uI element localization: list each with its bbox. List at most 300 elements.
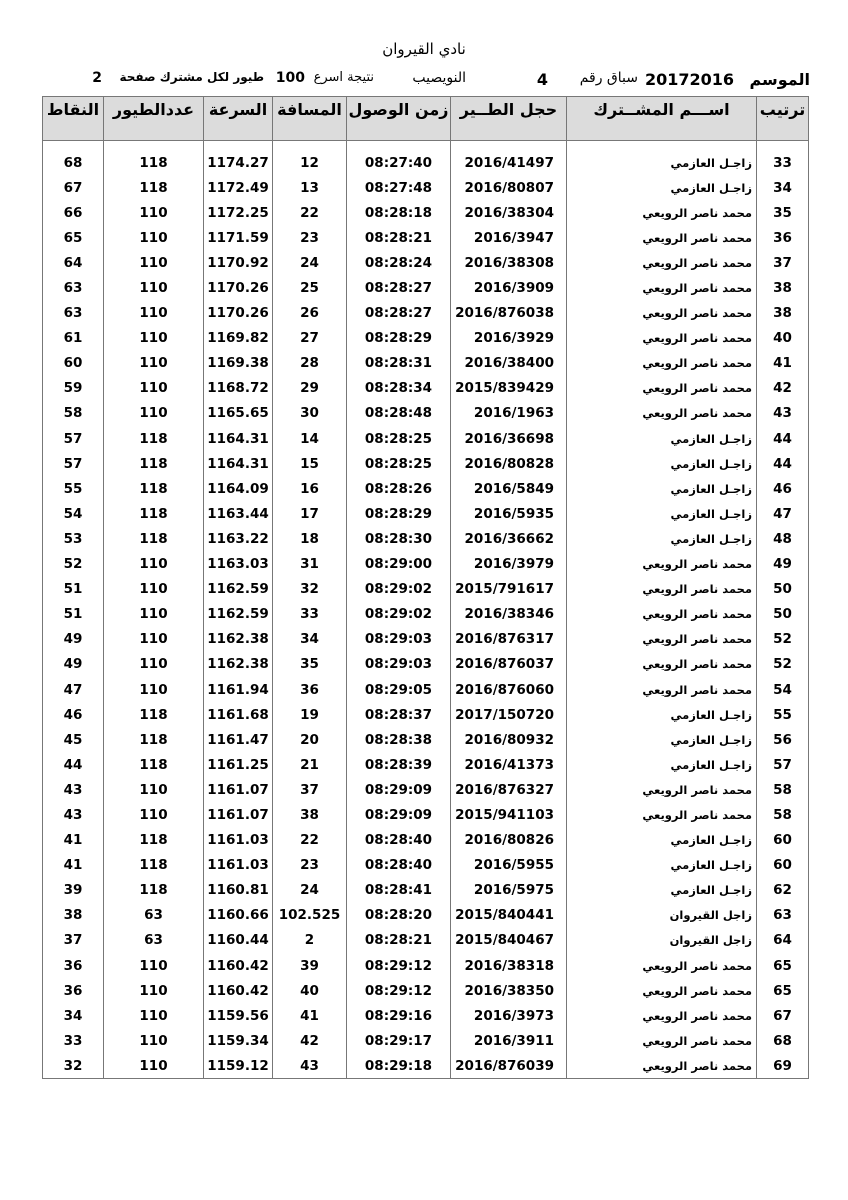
cell-rank: 38 bbox=[757, 275, 809, 300]
cell-speed: 1159.12 bbox=[204, 1053, 273, 1079]
cell-distance: 32 bbox=[273, 577, 347, 602]
cell-distance: 36 bbox=[273, 677, 347, 702]
fastest-value: 100 bbox=[275, 70, 305, 86]
cell-arrival-time: 08:28:25 bbox=[347, 426, 451, 451]
cell-points: 57 bbox=[43, 426, 104, 451]
cell-speed: 1164.09 bbox=[204, 476, 273, 501]
cell-bird-count: 118 bbox=[104, 175, 204, 200]
cell-pigeon-ring: 2016/3929 bbox=[451, 326, 567, 351]
cell-points: 55 bbox=[43, 476, 104, 501]
cell-bird-count: 110 bbox=[104, 978, 204, 1003]
cell-bird-count: 118 bbox=[104, 752, 204, 777]
cell-speed: 1161.47 bbox=[204, 727, 273, 752]
cell-arrival-time: 08:29:17 bbox=[347, 1028, 451, 1053]
cell-points: 66 bbox=[43, 200, 104, 225]
cell-speed: 1162.38 bbox=[204, 627, 273, 652]
cell-rank: 42 bbox=[757, 376, 809, 401]
table-row bbox=[43, 978, 809, 1003]
cell-speed: 1169.82 bbox=[204, 326, 273, 351]
cell-bird-count: 110 bbox=[104, 953, 204, 978]
race-location: النويصيب bbox=[412, 70, 466, 86]
cell-participant: زاجـل العازمي bbox=[567, 426, 757, 451]
header-arrival-time: زمن الوصول bbox=[347, 97, 451, 141]
cell-bird-count: 63 bbox=[104, 928, 204, 953]
cell-participant: زاجل القيروان bbox=[567, 928, 757, 953]
cell-pigeon-ring: 2016/3911 bbox=[451, 1028, 567, 1053]
cell-arrival-time: 08:28:37 bbox=[347, 702, 451, 727]
table-row bbox=[43, 451, 809, 476]
cell-points: 67 bbox=[43, 175, 104, 200]
cell-participant: محمد ناصر الرويعي bbox=[567, 577, 757, 602]
cell-points: 46 bbox=[43, 702, 104, 727]
cell-bird-count: 110 bbox=[104, 602, 204, 627]
cell-rank: 44 bbox=[757, 426, 809, 451]
cell-rank: 55 bbox=[757, 702, 809, 727]
cell-distance: 25 bbox=[273, 275, 347, 300]
cell-distance: 2 bbox=[273, 928, 347, 953]
cell-participant: زاجـل العازمي bbox=[567, 878, 757, 903]
cell-points: 58 bbox=[43, 401, 104, 426]
cell-distance: 28 bbox=[273, 351, 347, 376]
cell-points: 53 bbox=[43, 526, 104, 551]
cell-bird-count: 110 bbox=[104, 1003, 204, 1028]
cell-points: 44 bbox=[43, 752, 104, 777]
cell-arrival-time: 08:27:48 bbox=[347, 175, 451, 200]
cell-rank: 37 bbox=[757, 250, 809, 275]
cell-distance: 42 bbox=[273, 1028, 347, 1053]
table-row bbox=[43, 727, 809, 752]
cell-bird-count: 118 bbox=[104, 853, 204, 878]
cell-pigeon-ring: 2016/38308 bbox=[451, 250, 567, 275]
cell-points: 47 bbox=[43, 677, 104, 702]
cell-pigeon-ring: 2016/3909 bbox=[451, 275, 567, 300]
cell-participant: محمد ناصر الرويعي bbox=[567, 953, 757, 978]
cell-distance: 24 bbox=[273, 878, 347, 903]
cell-bird-count: 118 bbox=[104, 526, 204, 551]
cell-participant: محمد ناصر الرويعي bbox=[567, 978, 757, 1003]
cell-speed: 1163.44 bbox=[204, 501, 273, 526]
cell-bird-count: 110 bbox=[104, 301, 204, 326]
cell-rank: 60 bbox=[757, 853, 809, 878]
header-distance: المسافة bbox=[273, 97, 347, 141]
cell-distance: 40 bbox=[273, 978, 347, 1003]
cell-bird-count: 110 bbox=[104, 577, 204, 602]
cell-arrival-time: 08:28:48 bbox=[347, 401, 451, 426]
cell-rank: 63 bbox=[757, 903, 809, 928]
cell-rank: 48 bbox=[757, 526, 809, 551]
season-value: 20172016 bbox=[644, 70, 734, 89]
cell-rank: 50 bbox=[757, 602, 809, 627]
cell-arrival-time: 08:28:39 bbox=[347, 752, 451, 777]
cell-distance: 23 bbox=[273, 853, 347, 878]
cell-speed: 1170.26 bbox=[204, 301, 273, 326]
cell-bird-count: 110 bbox=[104, 351, 204, 376]
cell-rank: 58 bbox=[757, 802, 809, 827]
cell-arrival-time: 08:29:00 bbox=[347, 552, 451, 577]
cell-arrival-time: 08:28:25 bbox=[347, 451, 451, 476]
race-number: 4 bbox=[536, 70, 548, 89]
cell-arrival-time: 08:28:18 bbox=[347, 200, 451, 225]
table-row bbox=[43, 1003, 809, 1028]
cell-speed: 1172.25 bbox=[204, 200, 273, 225]
cell-pigeon-ring: 2015/941103 bbox=[451, 802, 567, 827]
cell-rank: 34 bbox=[757, 175, 809, 200]
cell-arrival-time: 08:28:29 bbox=[347, 326, 451, 351]
cell-participant: محمد ناصر الرويعي bbox=[567, 1003, 757, 1028]
cell-distance: 38 bbox=[273, 802, 347, 827]
cell-distance: 43 bbox=[273, 1053, 347, 1079]
cell-pigeon-ring: 2016/41497 bbox=[451, 150, 567, 175]
cell-bird-count: 110 bbox=[104, 225, 204, 250]
cell-speed: 1161.94 bbox=[204, 677, 273, 702]
cell-pigeon-ring: 2015/840467 bbox=[451, 928, 567, 953]
cell-rank: 60 bbox=[757, 828, 809, 853]
cell-bird-count: 110 bbox=[104, 552, 204, 577]
cell-participant: محمد ناصر الرويعي bbox=[567, 225, 757, 250]
cell-bird-count: 118 bbox=[104, 451, 204, 476]
cell-pigeon-ring: 2016/876317 bbox=[451, 627, 567, 652]
cell-bird-count: 118 bbox=[104, 476, 204, 501]
cell-participant: محمد ناصر الرويعي bbox=[567, 1053, 757, 1079]
cell-participant: محمد ناصر الرويعي bbox=[567, 627, 757, 652]
cell-arrival-time: 08:28:38 bbox=[347, 727, 451, 752]
cell-distance: 21 bbox=[273, 752, 347, 777]
cell-rank: 65 bbox=[757, 978, 809, 1003]
cell-bird-count: 118 bbox=[104, 727, 204, 752]
cell-distance: 23 bbox=[273, 225, 347, 250]
cell-points: 51 bbox=[43, 602, 104, 627]
cell-rank: 65 bbox=[757, 953, 809, 978]
table-row bbox=[43, 552, 809, 577]
cell-arrival-time: 08:28:41 bbox=[347, 878, 451, 903]
cell-distance: 26 bbox=[273, 301, 347, 326]
results-table bbox=[42, 96, 809, 1079]
cell-distance: 39 bbox=[273, 953, 347, 978]
table-row bbox=[43, 351, 809, 376]
cell-arrival-time: 08:28:20 bbox=[347, 903, 451, 928]
cell-speed: 1160.66 bbox=[204, 903, 273, 928]
race-info-line bbox=[40, 70, 810, 92]
cell-distance: 27 bbox=[273, 326, 347, 351]
cell-bird-count: 110 bbox=[104, 677, 204, 702]
table-row bbox=[43, 652, 809, 677]
cell-pigeon-ring: 2017/150720 bbox=[451, 702, 567, 727]
table-row bbox=[43, 928, 809, 953]
cell-pigeon-ring: 2016/876039 bbox=[451, 1053, 567, 1079]
table-row bbox=[43, 702, 809, 727]
cell-speed: 1160.81 bbox=[204, 878, 273, 903]
cell-pigeon-ring: 2016/41373 bbox=[451, 752, 567, 777]
table-row bbox=[43, 376, 809, 401]
cell-participant: زاجـل العازمي bbox=[567, 476, 757, 501]
table-header-row bbox=[43, 97, 809, 141]
cell-speed: 1174.27 bbox=[204, 150, 273, 175]
cell-rank: 40 bbox=[757, 326, 809, 351]
table-row bbox=[43, 953, 809, 978]
cell-participant: زاجـل العازمي bbox=[567, 175, 757, 200]
cell-rank: 52 bbox=[757, 627, 809, 652]
cell-participant: زاجـل العازمي bbox=[567, 853, 757, 878]
cell-participant: محمد ناصر الرويعي bbox=[567, 275, 757, 300]
cell-rank: 68 bbox=[757, 1028, 809, 1053]
header-bird-count: عددالطيور bbox=[104, 97, 204, 141]
table-row bbox=[43, 602, 809, 627]
cell-speed: 1160.42 bbox=[204, 978, 273, 1003]
cell-points: 34 bbox=[43, 1003, 104, 1028]
cell-speed: 1163.22 bbox=[204, 526, 273, 551]
cell-arrival-time: 08:28:40 bbox=[347, 828, 451, 853]
cell-participant: محمد ناصر الرويعي bbox=[567, 552, 757, 577]
header-pigeon-ring: حجل الطــير bbox=[451, 97, 567, 141]
table-row bbox=[43, 200, 809, 225]
cell-bird-count: 63 bbox=[104, 903, 204, 928]
cell-participant: زاجـل العازمي bbox=[567, 501, 757, 526]
table-row bbox=[43, 326, 809, 351]
cell-bird-count: 110 bbox=[104, 652, 204, 677]
cell-bird-count: 118 bbox=[104, 878, 204, 903]
header-speed: السرعة bbox=[204, 97, 273, 141]
cell-speed: 1164.31 bbox=[204, 426, 273, 451]
cell-pigeon-ring: 2016/80807 bbox=[451, 175, 567, 200]
cell-bird-count: 110 bbox=[104, 376, 204, 401]
cell-bird-count: 118 bbox=[104, 702, 204, 727]
cell-arrival-time: 08:28:40 bbox=[347, 853, 451, 878]
cell-participant: محمد ناصر الرويعي bbox=[567, 602, 757, 627]
cell-points: 51 bbox=[43, 577, 104, 602]
cell-bird-count: 110 bbox=[104, 627, 204, 652]
cell-participant: زاجـل العازمي bbox=[567, 451, 757, 476]
cell-distance: 37 bbox=[273, 777, 347, 802]
table-row bbox=[43, 828, 809, 853]
cell-pigeon-ring: 2015/840441 bbox=[451, 903, 567, 928]
cell-arrival-time: 08:29:12 bbox=[347, 978, 451, 1003]
spacer-row bbox=[43, 141, 809, 151]
cell-arrival-time: 08:29:09 bbox=[347, 802, 451, 827]
cell-participant: زاجـل العازمي bbox=[567, 727, 757, 752]
cell-pigeon-ring: 2016/876037 bbox=[451, 652, 567, 677]
cell-participant: زاجـل العازمي bbox=[567, 150, 757, 175]
cell-arrival-time: 08:28:21 bbox=[347, 225, 451, 250]
table-row bbox=[43, 275, 809, 300]
cell-rank: 50 bbox=[757, 577, 809, 602]
cell-distance: 33 bbox=[273, 602, 347, 627]
cell-points: 41 bbox=[43, 828, 104, 853]
cell-arrival-time: 08:28:26 bbox=[347, 476, 451, 501]
cell-pigeon-ring: 2016/38350 bbox=[451, 978, 567, 1003]
cell-points: 60 bbox=[43, 351, 104, 376]
cell-points: 37 bbox=[43, 928, 104, 953]
race-label: سباق رقم bbox=[579, 70, 638, 86]
cell-bird-count: 110 bbox=[104, 1053, 204, 1079]
cell-speed: 1171.59 bbox=[204, 225, 273, 250]
cell-participant: محمد ناصر الرويعي bbox=[567, 326, 757, 351]
table-row bbox=[43, 426, 809, 451]
cell-distance: 17 bbox=[273, 501, 347, 526]
cell-arrival-time: 08:28:24 bbox=[347, 250, 451, 275]
cell-speed: 1159.56 bbox=[204, 1003, 273, 1028]
cell-rank: 47 bbox=[757, 501, 809, 526]
cell-bird-count: 110 bbox=[104, 326, 204, 351]
cell-distance: 30 bbox=[273, 401, 347, 426]
header-rank: ترتيب bbox=[757, 97, 809, 141]
cell-pigeon-ring: 2016/80828 bbox=[451, 451, 567, 476]
cell-pigeon-ring: 2016/1963 bbox=[451, 401, 567, 426]
cell-points: 65 bbox=[43, 225, 104, 250]
cell-points: 61 bbox=[43, 326, 104, 351]
cell-rank: 36 bbox=[757, 225, 809, 250]
cell-speed: 1172.49 bbox=[204, 175, 273, 200]
cell-arrival-time: 08:29:03 bbox=[347, 652, 451, 677]
cell-pigeon-ring: 2016/38400 bbox=[451, 351, 567, 376]
cell-pigeon-ring: 2016/876060 bbox=[451, 677, 567, 702]
cell-participant: زاجـل العازمي bbox=[567, 752, 757, 777]
cell-speed: 1160.44 bbox=[204, 928, 273, 953]
header-points: النقاط bbox=[43, 97, 104, 141]
cell-arrival-time: 08:29:18 bbox=[347, 1053, 451, 1079]
cell-speed: 1161.07 bbox=[204, 777, 273, 802]
cell-pigeon-ring: 2016/80932 bbox=[451, 727, 567, 752]
cell-participant: زاجـل العازمي bbox=[567, 526, 757, 551]
cell-points: 36 bbox=[43, 978, 104, 1003]
cell-rank: 58 bbox=[757, 777, 809, 802]
cell-points: 43 bbox=[43, 777, 104, 802]
cell-pigeon-ring: 2016/38318 bbox=[451, 953, 567, 978]
cell-arrival-time: 08:29:12 bbox=[347, 953, 451, 978]
cell-distance: 102.525 bbox=[273, 903, 347, 928]
cell-bird-count: 110 bbox=[104, 401, 204, 426]
cell-participant: زاجـل العازمي bbox=[567, 828, 757, 853]
cell-points: 43 bbox=[43, 802, 104, 827]
cell-distance: 35 bbox=[273, 652, 347, 677]
cell-distance: 24 bbox=[273, 250, 347, 275]
cell-distance: 20 bbox=[273, 727, 347, 752]
cell-pigeon-ring: 2016/80826 bbox=[451, 828, 567, 853]
cell-speed: 1161.07 bbox=[204, 802, 273, 827]
cell-pigeon-ring: 2016/876327 bbox=[451, 777, 567, 802]
cell-rank: 46 bbox=[757, 476, 809, 501]
cell-pigeon-ring: 2016/876038 bbox=[451, 301, 567, 326]
cell-distance: 14 bbox=[273, 426, 347, 451]
cell-speed: 1162.38 bbox=[204, 652, 273, 677]
cell-pigeon-ring: 2016/36698 bbox=[451, 426, 567, 451]
table-row bbox=[43, 1028, 809, 1053]
cell-arrival-time: 08:29:02 bbox=[347, 602, 451, 627]
cell-rank: 54 bbox=[757, 677, 809, 702]
cell-rank: 35 bbox=[757, 200, 809, 225]
cell-pigeon-ring: 2016/5935 bbox=[451, 501, 567, 526]
season-label: الموسم bbox=[749, 70, 810, 89]
cell-rank: 38 bbox=[757, 301, 809, 326]
cell-arrival-time: 08:28:27 bbox=[347, 301, 451, 326]
cell-distance: 15 bbox=[273, 451, 347, 476]
cell-rank: 41 bbox=[757, 351, 809, 376]
table-row bbox=[43, 853, 809, 878]
cell-pigeon-ring: 2016/3979 bbox=[451, 552, 567, 577]
cell-pigeon-ring: 2016/38346 bbox=[451, 602, 567, 627]
cell-distance: 19 bbox=[273, 702, 347, 727]
cell-participant: محمد ناصر الرويعي bbox=[567, 351, 757, 376]
table-row bbox=[43, 802, 809, 827]
cell-participant: محمد ناصر الرويعي bbox=[567, 250, 757, 275]
cell-bird-count: 118 bbox=[104, 150, 204, 175]
cell-distance: 29 bbox=[273, 376, 347, 401]
cell-participant: محمد ناصر الرويعي bbox=[567, 652, 757, 677]
cell-speed: 1162.59 bbox=[204, 602, 273, 627]
cell-arrival-time: 08:29:05 bbox=[347, 677, 451, 702]
page-number: 2 bbox=[92, 70, 102, 86]
cell-points: 49 bbox=[43, 627, 104, 652]
table-row bbox=[43, 301, 809, 326]
cell-points: 63 bbox=[43, 301, 104, 326]
cell-points: 36 bbox=[43, 953, 104, 978]
cell-participant: زاجل القيروان bbox=[567, 903, 757, 928]
club-title: نادي القيروان bbox=[382, 40, 466, 58]
cell-participant: محمد ناصر الرويعي bbox=[567, 401, 757, 426]
cell-points: 32 bbox=[43, 1053, 104, 1079]
cell-rank: 49 bbox=[757, 552, 809, 577]
cell-arrival-time: 08:29:02 bbox=[347, 577, 451, 602]
cell-points: 57 bbox=[43, 451, 104, 476]
cell-rank: 33 bbox=[757, 150, 809, 175]
cell-speed: 1165.65 bbox=[204, 401, 273, 426]
cell-bird-count: 110 bbox=[104, 777, 204, 802]
cell-arrival-time: 08:28:31 bbox=[347, 351, 451, 376]
table-row bbox=[43, 476, 809, 501]
cell-pigeon-ring: 2016/3973 bbox=[451, 1003, 567, 1028]
cell-arrival-time: 08:29:03 bbox=[347, 627, 451, 652]
cell-rank: 44 bbox=[757, 451, 809, 476]
cell-bird-count: 110 bbox=[104, 802, 204, 827]
cell-distance: 22 bbox=[273, 828, 347, 853]
cell-arrival-time: 08:29:16 bbox=[347, 1003, 451, 1028]
cell-speed: 1168.72 bbox=[204, 376, 273, 401]
cell-bird-count: 110 bbox=[104, 250, 204, 275]
cell-distance: 41 bbox=[273, 1003, 347, 1028]
cell-speed: 1161.03 bbox=[204, 853, 273, 878]
cell-speed: 1161.25 bbox=[204, 752, 273, 777]
cell-bird-count: 110 bbox=[104, 1028, 204, 1053]
cell-arrival-time: 08:27:40 bbox=[347, 150, 451, 175]
cell-participant: محمد ناصر الرويعي bbox=[567, 301, 757, 326]
cell-points: 54 bbox=[43, 501, 104, 526]
cell-pigeon-ring: 2016/5975 bbox=[451, 878, 567, 903]
cell-bird-count: 118 bbox=[104, 828, 204, 853]
fastest-label: نتيجة اسرع bbox=[313, 70, 374, 85]
header-participant: اســـم المشــترك bbox=[567, 97, 757, 141]
cell-pigeon-ring: 2016/5955 bbox=[451, 853, 567, 878]
cell-participant: محمد ناصر الرويعي bbox=[567, 376, 757, 401]
cell-rank: 43 bbox=[757, 401, 809, 426]
cell-rank: 67 bbox=[757, 1003, 809, 1028]
cell-distance: 12 bbox=[273, 150, 347, 175]
table-row bbox=[43, 225, 809, 250]
cell-points: 59 bbox=[43, 376, 104, 401]
cell-participant: زاجـل العازمي bbox=[567, 702, 757, 727]
cell-distance: 22 bbox=[273, 200, 347, 225]
cell-arrival-time: 08:28:29 bbox=[347, 501, 451, 526]
per-member-label: طيور لكل مشترك صفحة bbox=[119, 70, 264, 84]
cell-arrival-time: 08:28:30 bbox=[347, 526, 451, 551]
cell-rank: 57 bbox=[757, 752, 809, 777]
table-row bbox=[43, 577, 809, 602]
cell-speed: 1164.31 bbox=[204, 451, 273, 476]
cell-speed: 1170.26 bbox=[204, 275, 273, 300]
table-row bbox=[43, 752, 809, 777]
cell-speed: 1169.38 bbox=[204, 351, 273, 376]
table-row bbox=[43, 677, 809, 702]
cell-pigeon-ring: 2016/38304 bbox=[451, 200, 567, 225]
cell-pigeon-ring: 2016/5849 bbox=[451, 476, 567, 501]
